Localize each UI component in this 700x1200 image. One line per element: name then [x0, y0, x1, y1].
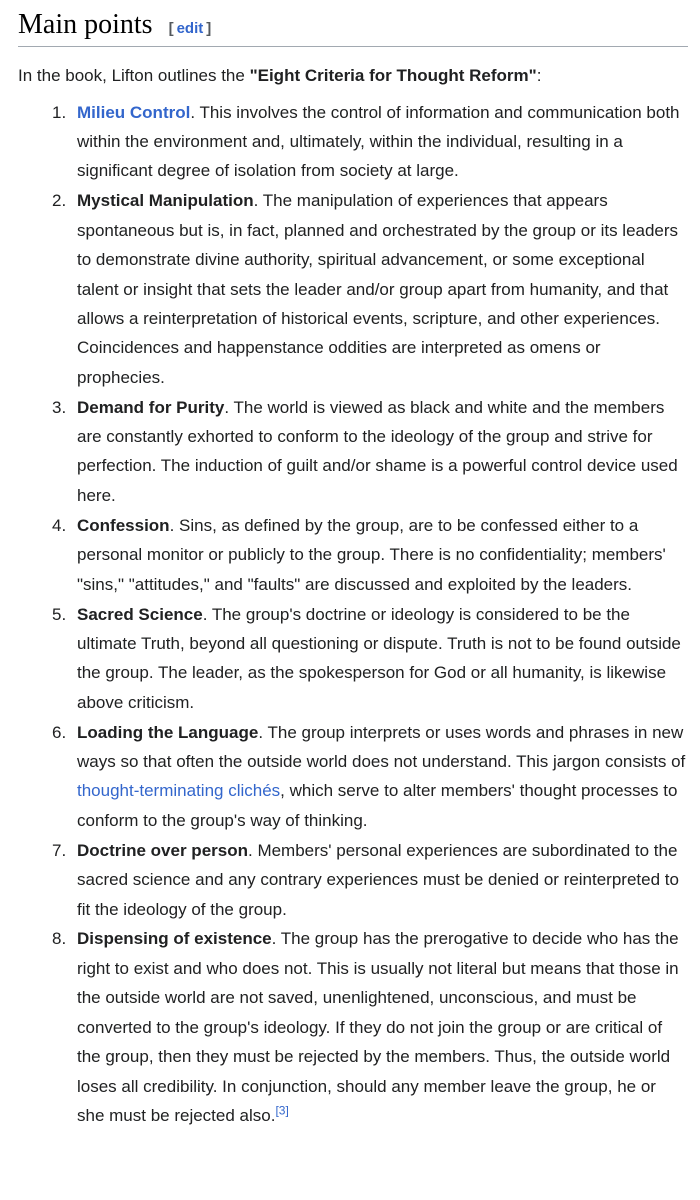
- list-item: [18, 836, 688, 924]
- list-item-text: . The manipulation of experiences that appears spontaneous but is, in fact, planned and orchestrated by the group or its leaders to demonstrate divine authority, spiritual advancement, or some exceptional talent or insight that sets the leader and/or group apart from humanity, and that allows a reinterpretation of historical events, scripture, and other experiences. Coincidences and happenstance oddities are interpreted as omens or prophecies.: [77, 191, 679, 387]
- intro-paragraph: [18, 61, 688, 90]
- list-item-number: 2.: [52, 191, 67, 211]
- list-item-number: 6.: [52, 722, 67, 742]
- list-item-number: 7.: [52, 840, 67, 860]
- list-item-text: . Members' personal experiences are subordinated to the sacred science and any contrary experiences must be denied or reinterpreted to fit the ideology of the group.: [77, 840, 679, 919]
- list-item-number: 4.: [52, 515, 67, 535]
- list-item-number: 8.: [52, 929, 67, 949]
- citation-reference-link[interactable]: [3]: [275, 1103, 289, 1118]
- list-item: [18, 393, 688, 511]
- list-item: [18, 98, 688, 186]
- section-title: Main points: [18, 9, 153, 40]
- list-item-term: Dispensing of existence: [77, 929, 272, 949]
- list-item-text: . The group interprets or uses words and phrases in new ways so that often the outside world does not understand. This jargon consists of: [77, 722, 686, 772]
- milieu-control-link[interactable]: Milieu Control: [77, 102, 191, 122]
- intro-text: In the book, Lifton outlines the: [18, 65, 250, 85]
- list-item-term: Demand for Purity: [77, 397, 225, 417]
- edit-bracket-open: [: [168, 20, 174, 37]
- list-item-text: . Sins, as defined by the group, are to be confessed either to a personal monitor or publicly to the group. There is no confidentiality; members' "sins," "attitudes," and "faults" are discussed and exploited by the leaders.: [77, 515, 666, 594]
- list-item-term: Confession: [77, 515, 170, 535]
- intro-colon: :: [536, 65, 542, 85]
- list-item-term: Sacred Science: [77, 604, 203, 624]
- list-item-text: . The group has the prerogative to decide who has the right to exist and who does not. This is usually not literal but means that those in the outside world are not saved, unenlightened, unconscious, and must be converted to the group's ideology. If they do not join the group or are critical of the group, then they must be rejected by the members. Thus, the outside world loses all credibility. In conjunction, should any member leave the group, he or she must be rejected also.: [77, 929, 679, 1125]
- section-heading: [18, 8, 688, 47]
- list-item-number: 3.: [52, 397, 67, 417]
- list-item: [18, 186, 688, 392]
- list-item-number: 1.: [52, 102, 67, 122]
- list-item-term: Mystical Manipulation: [77, 191, 254, 211]
- edit-link[interactable]: edit: [176, 20, 204, 37]
- list-item-text-continued: , which serve to alter members' thought processes to conform to the group's way of thinking.: [77, 781, 678, 830]
- list-item-number: 5.: [52, 604, 67, 624]
- list-item-term: Doctrine over person: [77, 840, 248, 860]
- list-item: [18, 600, 688, 718]
- list-item: [18, 924, 688, 1130]
- intro-bold-title: "Eight Criteria for Thought Reform": [249, 65, 537, 85]
- edit-section: [169, 20, 212, 37]
- criteria-list: [18, 98, 688, 1131]
- list-item-text: . This involves the control of information and communication both within the environment and, ultimately, within the individual, resulting in a significant degree of isolation from society at large.: [77, 102, 680, 181]
- list-item: [18, 718, 688, 836]
- list-item-text: . The world is viewed as black and white and the members are constantly exhorted to conform to the ideology of the group and strive for perfection. The induction of guilt and/or shame is a powerful control device used here.: [77, 397, 678, 505]
- list-item-text: . The group's doctrine or ideology is considered to be the ultimate Truth, beyond all questioning or dispute. Truth is not to be found outside the group. The leader, as the spokesperson for God or all humanity, is likewise above criticism.: [77, 604, 681, 712]
- edit-bracket-close: ]: [206, 20, 212, 37]
- list-item: [18, 511, 688, 599]
- thought-terminating-cliches-link[interactable]: thought-terminating clichés: [77, 781, 281, 801]
- list-item-term: Loading the Language: [77, 722, 259, 742]
